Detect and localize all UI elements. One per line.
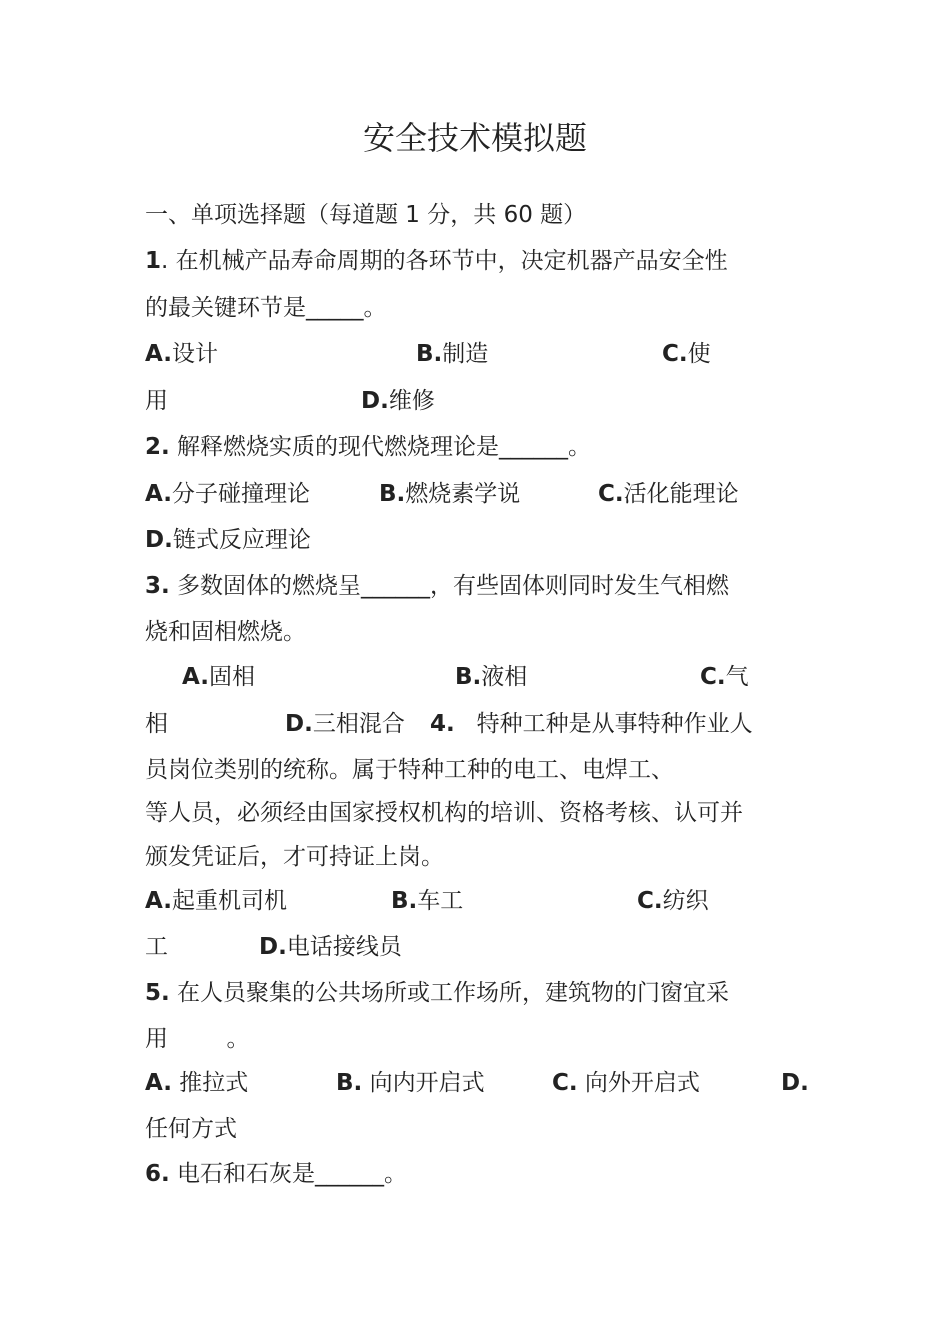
- question-1-line-1: [145, 246, 728, 276]
- question-text: 在人员聚集的公共场所或工作场所，建筑物的门窗宜采: [169, 980, 730, 1006]
- question-4-line-4: 颁发凭证后，才可持证上岗。: [145, 844, 444, 870]
- question-4-line-1: [430, 709, 753, 739]
- q5-option-d-text: 任何方式: [145, 1116, 237, 1142]
- question-4-line-3: 等人员，必须经由国家授权机构的培训、资格考核、认可并: [145, 800, 743, 826]
- question-text: 多数固体的燃烧呈______，有些固体则同时发生气相燃: [169, 573, 730, 599]
- q4-option-a: A.起重机司机: [145, 888, 287, 914]
- section-heading: 一、单项选择题（每道题 1 分，共 60 题）: [145, 202, 587, 228]
- q5-option-d-label: D.: [781, 1070, 809, 1096]
- q4-option-d: D.电话接线员: [259, 934, 402, 960]
- question-6-line-1: [145, 1159, 407, 1189]
- question-5-line-1: [145, 978, 729, 1008]
- q3-option-b: B.液相: [455, 664, 528, 690]
- q5-option-c: C. 向外开启式: [552, 1070, 700, 1096]
- question-text: 特种工种是从事特种作业人: [454, 711, 753, 737]
- page-title: 安全技术模拟题: [362, 119, 587, 157]
- question-4-line-2: 员岗位类别的统称。属于特种工种的电工、电焊工、: [145, 757, 674, 783]
- q1-option-a: A.设计: [145, 341, 218, 367]
- q2-option-a: A.分子碰撞理论: [145, 481, 310, 507]
- q2-option-c: C.活化能理论: [598, 481, 739, 507]
- q5-option-a: A. 推拉式: [145, 1070, 249, 1096]
- q5-option-b: B. 向内开启式: [336, 1070, 485, 1096]
- question-text: 解释燃烧实质的现代燃烧理论是______。: [169, 434, 592, 460]
- question-3-line-2: 烧和固相燃烧。: [145, 619, 306, 645]
- question-3-line-1: [145, 571, 729, 601]
- q3-option-a: A.固相: [182, 664, 255, 690]
- q3-option-c: C.气: [700, 664, 749, 690]
- question-number: 5.: [145, 980, 170, 1006]
- question-number: 6.: [145, 1161, 170, 1187]
- q4-option-c: C.纺织: [637, 888, 709, 914]
- question-1-line-2: 的最关键环节是_____。: [145, 295, 387, 321]
- question-number: 1: [145, 248, 162, 274]
- q4-option-c-cont: 工: [145, 934, 168, 960]
- q1-option-b: B.制造: [416, 341, 489, 367]
- question-number: 2.: [145, 434, 170, 460]
- question-2-line-1: [145, 432, 591, 462]
- question-number: 3.: [145, 573, 170, 599]
- question-text: . 在机械产品寿命周期的各环节中，决定机器产品安全性: [161, 248, 728, 274]
- question-number: 4.: [430, 711, 455, 737]
- q1-option-d: D.维修: [361, 388, 435, 414]
- question-text: 电石和石灰是______。: [169, 1161, 408, 1187]
- q2-option-d: D.链式反应理论: [145, 527, 311, 553]
- q3-option-d: D.三相混合: [285, 711, 405, 737]
- q2-option-b: B.燃烧素学说: [379, 481, 521, 507]
- q4-option-b: B.车工: [391, 888, 464, 914]
- q1-option-c: C.使: [662, 341, 711, 367]
- q3-option-c-cont: 相: [145, 711, 168, 737]
- question-5-line-2: 用 。: [145, 1026, 250, 1052]
- q1-option-c-cont: 用: [145, 388, 168, 414]
